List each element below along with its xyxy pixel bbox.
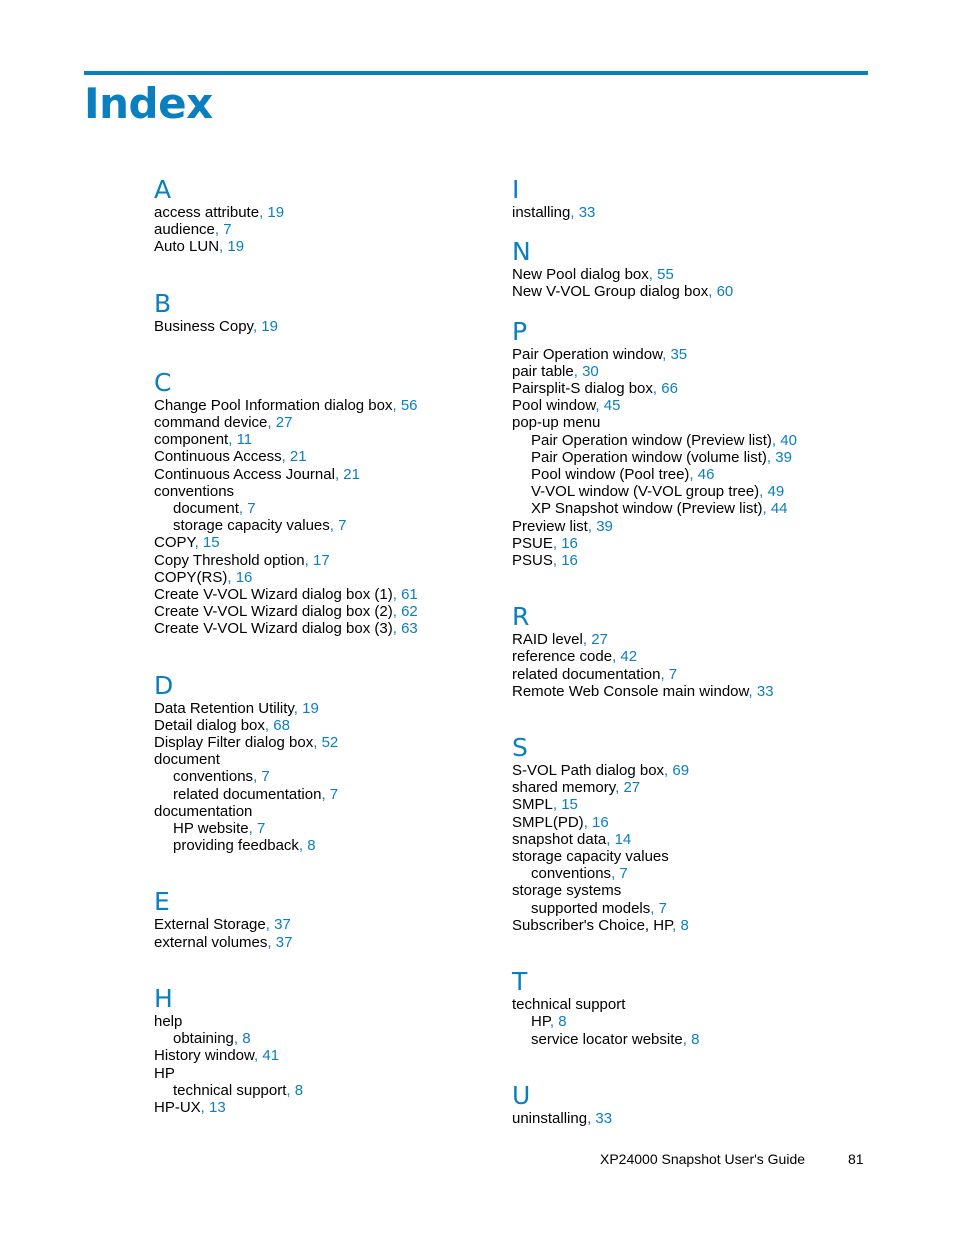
index-page-link[interactable]: 41	[262, 1047, 280, 1065]
index-entry	[512, 283, 872, 300]
index-page-link[interactable]: 33	[756, 682, 774, 700]
index-entry	[154, 397, 494, 414]
index-term: service locator website	[531, 1030, 683, 1048]
index-term: RAID level	[512, 631, 583, 649]
index-term: Subscriber's Choice, HP	[512, 916, 673, 934]
index-entry	[512, 266, 872, 283]
index-separator: ,	[583, 813, 593, 831]
index-group	[512, 968, 872, 1048]
index-entry	[154, 734, 494, 751]
index-separator: ,	[219, 238, 228, 256]
index-separator: ,	[298, 837, 308, 855]
index-entry	[154, 204, 494, 221]
index-page-link[interactable]: 49	[767, 483, 785, 501]
index-separator: ,	[587, 517, 597, 535]
index-page-link[interactable]: 46	[697, 466, 715, 484]
index-entry	[512, 363, 872, 380]
index-separator: ,	[650, 899, 659, 917]
index-page-link[interactable]: 8	[691, 1030, 700, 1048]
index-letter-heading: B	[154, 288, 172, 318]
index-page-link[interactable]: 44	[770, 500, 788, 518]
index-page-link[interactable]: 17	[313, 551, 330, 569]
index-entry	[154, 603, 494, 620]
index-separator: ,	[265, 916, 275, 934]
index-letter-heading: N	[512, 237, 531, 267]
index-page-link[interactable]: 8	[242, 1030, 251, 1048]
index-separator: ,	[759, 483, 768, 501]
index-separator: ,	[334, 465, 344, 483]
index-page-link[interactable]: 68	[273, 716, 290, 734]
index-page-link[interactable]: 13	[209, 1098, 226, 1116]
index-separator: ,	[648, 266, 658, 284]
index-separator: ,	[570, 204, 579, 221]
index-term: History window	[154, 1047, 255, 1065]
index-term: Create V-VOL Wizard dialog box (2)	[154, 603, 393, 621]
index-term: component	[154, 431, 229, 449]
index-separator: ,	[682, 1030, 692, 1048]
index-entry	[154, 1047, 494, 1064]
index-page-link[interactable]: 37	[275, 933, 293, 951]
index-page-link[interactable]: 21	[343, 465, 360, 483]
index-entry	[512, 648, 872, 665]
index-separator: ,	[766, 448, 776, 466]
index-page-link[interactable]: 66	[661, 380, 678, 398]
index-term: Pairsplit-S dialog box	[512, 380, 653, 398]
index-subentry	[512, 432, 872, 449]
index-entry	[154, 803, 494, 820]
index-subentry	[154, 837, 494, 854]
index-separator: ,	[200, 1098, 210, 1116]
index-entry	[154, 717, 494, 734]
index-term: Remote Web Console main window	[512, 682, 749, 700]
index-term: technical support	[512, 996, 626, 1014]
index-separator: ,	[264, 716, 274, 734]
index-term: PSUE	[512, 534, 553, 552]
index-page-link[interactable]: 11	[236, 431, 253, 449]
index-entry	[512, 414, 872, 431]
index-term: obtaining	[173, 1030, 234, 1048]
index-page-link[interactable]: 39	[596, 517, 613, 535]
index-entry	[154, 934, 494, 951]
index-entry	[512, 796, 872, 813]
index-separator: ,	[615, 779, 624, 797]
index-page-link[interactable]: 33	[595, 1109, 613, 1127]
index-term: related documentation	[173, 785, 322, 803]
index-page-link[interactable]: 40	[780, 431, 797, 449]
index-page-link[interactable]: 15	[561, 796, 578, 814]
index-term: SMPL(PD)	[512, 813, 584, 831]
index-separator: ,	[664, 762, 673, 780]
index-term: Preview list	[512, 517, 588, 535]
index-page-link[interactable]: 15	[202, 534, 220, 552]
index-separator: ,	[392, 603, 402, 621]
index-subentry	[512, 500, 872, 517]
index-separator: ,	[606, 830, 615, 848]
index-page-link[interactable]: 62	[401, 603, 418, 621]
index-page-link[interactable]: 7	[338, 517, 347, 535]
index-entry	[512, 882, 872, 899]
index-page-link[interactable]: 19	[261, 317, 278, 335]
index-page-link[interactable]: 27	[275, 414, 293, 432]
index-term: storage capacity values	[173, 517, 330, 535]
index-page-link[interactable]: 16	[561, 534, 578, 552]
index-term: Pair Operation window (volume list)	[531, 448, 767, 466]
index-entry	[512, 552, 872, 569]
index-page-link[interactable]: 8	[558, 1013, 567, 1031]
index-separator: ,	[549, 1013, 559, 1031]
index-letter-heading: I	[512, 175, 520, 204]
index-page-link[interactable]: 7	[256, 820, 266, 838]
index-subentry	[154, 517, 494, 534]
index-separator: ,	[573, 362, 583, 380]
index-term: New V-VOL Group dialog box	[512, 283, 709, 301]
index-separator: ,	[708, 283, 717, 301]
index-entry	[154, 1013, 494, 1030]
index-entry	[512, 631, 872, 648]
index-term: related documentation	[512, 665, 661, 683]
index-term: Continuous Access Journal	[154, 465, 335, 483]
index-separator: ,	[771, 431, 781, 449]
index-page-link[interactable]: 7	[247, 500, 256, 518]
index-entry	[154, 534, 494, 551]
index-subentry	[154, 500, 494, 517]
index-subentry	[154, 786, 494, 803]
index-page-link[interactable]: 56	[400, 396, 418, 414]
index-page-link[interactable]: 14	[614, 830, 632, 848]
index-term: command device	[154, 414, 268, 432]
index-entry	[154, 414, 494, 431]
index-entry	[154, 1065, 494, 1082]
index-page-link[interactable]: 8	[680, 916, 689, 934]
index-subentry	[154, 1030, 494, 1047]
index-group	[512, 176, 872, 221]
index-separator: ,	[392, 396, 401, 414]
index-letter-heading: E	[154, 887, 170, 917]
index-page-link[interactable]: 37	[274, 916, 291, 934]
index-term: technical support	[173, 1081, 287, 1099]
index-separator: ,	[227, 568, 236, 586]
index-entry	[512, 397, 872, 414]
index-term: document	[154, 751, 220, 769]
index-group	[154, 672, 494, 855]
index-separator: ,	[252, 317, 262, 335]
index-term: Display Filter dialog box	[154, 734, 314, 752]
index-separator: ,	[552, 534, 562, 552]
index-separator: ,	[281, 448, 290, 466]
index-page-link[interactable]: 19	[267, 204, 285, 221]
index-separator: ,	[238, 500, 248, 518]
index-separator: ,	[662, 345, 671, 363]
index-entry	[154, 221, 494, 238]
index-letter-heading: R	[512, 602, 530, 632]
index-entry	[154, 1099, 494, 1116]
index-letter-heading: A	[154, 175, 172, 204]
index-term: Auto LUN	[154, 238, 220, 256]
index-term: Pool window	[512, 397, 596, 415]
index-group	[154, 985, 494, 1116]
index-page-link[interactable]: 27	[623, 779, 641, 797]
index-subentry	[512, 1013, 872, 1030]
index-group	[512, 1082, 872, 1127]
index-term: Data Retention Utility	[154, 699, 294, 717]
index-page-link[interactable]: 16	[561, 552, 578, 570]
index-separator: ,	[689, 466, 698, 484]
index-separator: ,	[293, 699, 303, 717]
index-page-link[interactable]: 69	[672, 762, 690, 780]
index-term: access attribute	[154, 204, 260, 221]
index-term: V-VOL window (V-VOL group tree)	[531, 483, 760, 501]
index-term: Detail dialog box	[154, 716, 265, 734]
index-separator: ,	[552, 796, 562, 814]
index-subentry	[512, 1031, 872, 1048]
index-page-link[interactable]: 27	[591, 631, 608, 649]
index-separator: ,	[267, 414, 276, 432]
index-page-link[interactable]: 21	[289, 448, 307, 466]
footer-title: XP24000 Snapshot User's Guide	[600, 1151, 806, 1167]
index-entry	[154, 751, 494, 768]
index-letter-heading: S	[512, 733, 528, 763]
index-term: Copy Threshold option	[154, 551, 305, 569]
index-entry	[512, 814, 872, 831]
index-term: uninstalling	[512, 1109, 588, 1127]
index-separator: ,	[672, 916, 681, 934]
index-column-left	[154, 176, 494, 1116]
index-entry	[154, 620, 494, 637]
index-entry	[512, 666, 872, 683]
index-page-link[interactable]: 19	[302, 699, 319, 717]
index-page-link[interactable]: 7	[658, 899, 667, 917]
index-page-link[interactable]: 52	[321, 734, 339, 752]
index-entry	[512, 204, 872, 221]
index-letter-heading: T	[512, 967, 528, 997]
index-entry	[512, 996, 872, 1013]
index-term: Continuous Access	[154, 448, 282, 466]
index-entry	[512, 346, 872, 363]
index-term: storage systems	[512, 882, 622, 900]
index-separator: ,	[762, 500, 771, 518]
index-separator: ,	[652, 380, 662, 398]
index-subentry	[512, 449, 872, 466]
index-separator: ,	[259, 204, 268, 221]
index-separator: ,	[286, 1081, 295, 1099]
index-page-link[interactable]: 7	[668, 665, 678, 683]
index-letter-heading: P	[512, 316, 528, 346]
index-term: reference code	[512, 648, 613, 666]
index-subentry	[154, 820, 494, 837]
index-term: External Storage	[154, 916, 266, 934]
index-column-right	[512, 176, 872, 1127]
index-group	[512, 734, 872, 934]
index-term: New Pool dialog box	[512, 266, 649, 284]
index-term: document	[173, 500, 239, 518]
index-term: HP-UX	[154, 1098, 201, 1116]
index-letter-heading: H	[154, 983, 173, 1013]
index-entry	[512, 848, 872, 865]
header-rule	[84, 71, 868, 75]
index-page-link[interactable]: 35	[670, 345, 688, 363]
index-page-link[interactable]: 33	[578, 204, 596, 221]
index-term: audience	[154, 221, 215, 239]
index-entry	[154, 318, 494, 335]
index-term: HP website	[173, 820, 249, 838]
index-entry	[512, 683, 872, 700]
index-separator: ,	[233, 1030, 243, 1048]
index-entry	[154, 586, 494, 603]
index-group	[154, 888, 494, 950]
index-page-link[interactable]: 7	[261, 768, 270, 786]
index-separator: ,	[587, 1109, 596, 1127]
index-group	[512, 603, 872, 700]
index-letter-heading: U	[512, 1080, 531, 1110]
index-group	[154, 290, 494, 335]
index-letter-heading: C	[154, 367, 172, 397]
index-letter-heading: D	[154, 670, 174, 700]
index-term: supported models	[531, 899, 651, 917]
index-term: documentation	[154, 802, 253, 820]
index-subentry	[512, 865, 872, 882]
index-entry	[512, 380, 872, 397]
index-entry	[512, 917, 872, 934]
index-page-link[interactable]: 45	[603, 397, 621, 415]
index-term: SMPL	[512, 796, 553, 814]
index-entry	[154, 238, 494, 255]
index-term: HP	[154, 1064, 175, 1082]
index-page-link[interactable]: 7	[329, 785, 339, 803]
index-separator: ,	[214, 221, 224, 239]
index-entry	[154, 431, 494, 448]
index-subentry	[512, 900, 872, 917]
page-title: Index	[84, 79, 213, 128]
index-term: Create V-VOL Wizard dialog box (1)	[154, 586, 393, 604]
index-group	[154, 369, 494, 638]
index-term: conventions	[173, 768, 254, 786]
index-separator: ,	[595, 397, 604, 415]
index-group	[154, 176, 494, 256]
index-page-link[interactable]: 39	[775, 448, 792, 466]
index-separator: ,	[660, 665, 669, 683]
index-separator: ,	[748, 682, 757, 700]
index-separator: ,	[248, 820, 257, 838]
index-separator: ,	[313, 734, 322, 752]
index-page-link[interactable]: 55	[657, 266, 674, 284]
index-term: conventions	[531, 865, 612, 883]
index-entry	[154, 448, 494, 465]
footer-page-number: 81	[848, 1151, 864, 1167]
index-separator: ,	[321, 785, 330, 803]
index-subentry	[154, 768, 494, 785]
index-separator: ,	[582, 631, 592, 649]
index-separator: ,	[254, 1047, 263, 1065]
index-separator: ,	[392, 586, 402, 604]
index-entry	[512, 779, 872, 796]
index-separator: ,	[611, 865, 620, 883]
index-page-link[interactable]: 7	[619, 865, 628, 883]
index-group	[512, 238, 872, 300]
index-entry	[512, 831, 872, 848]
index-term: Create V-VOL Wizard dialog box (3)	[154, 620, 393, 638]
index-separator: ,	[392, 620, 402, 638]
index-page-link[interactable]: 42	[620, 648, 638, 666]
index-term: HP	[531, 1013, 550, 1031]
index-separator: ,	[304, 551, 313, 569]
index-entry	[154, 552, 494, 569]
index-term: snapshot data	[512, 830, 607, 848]
index-page-link[interactable]: 16	[592, 813, 609, 831]
index-page-link[interactable]: 7	[223, 221, 232, 239]
index-term: Change Pool Information dialog box	[154, 396, 393, 414]
index-separator: ,	[194, 534, 203, 552]
index-term: COPY	[154, 534, 195, 552]
index-subentry	[512, 483, 872, 500]
index-term: conventions	[154, 482, 235, 500]
index-term: providing feedback	[173, 837, 299, 855]
index-page-link[interactable]: 60	[716, 283, 734, 301]
index-page-link[interactable]: 30	[582, 362, 599, 380]
index-page-link[interactable]: 19	[227, 238, 245, 256]
index-term: external volumes	[154, 933, 268, 951]
index-term: installing	[512, 204, 571, 221]
index-entry	[154, 466, 494, 483]
index-term: Pair Operation window	[512, 345, 663, 363]
index-entry	[512, 518, 872, 535]
index-separator: ,	[552, 552, 562, 570]
index-entry	[512, 1110, 872, 1127]
index-term: Business Copy	[154, 317, 253, 335]
index-entry	[154, 916, 494, 933]
index-separator: ,	[267, 933, 276, 951]
index-term: PSUS	[512, 552, 553, 570]
index-separator: ,	[329, 517, 339, 535]
index-term: COPY(RS)	[154, 568, 228, 586]
index-page-link[interactable]: 16	[235, 568, 253, 586]
index-term: storage capacity values	[512, 848, 669, 866]
index-term: S-VOL Path dialog box	[512, 762, 665, 780]
index-separator: ,	[253, 768, 262, 786]
index-page-link[interactable]: 8	[294, 1081, 304, 1099]
index-page-link[interactable]: 63	[401, 620, 418, 638]
index-entry	[154, 700, 494, 717]
index-term: pop-up menu	[512, 414, 601, 432]
index-term: XP Snapshot window (Preview list)	[531, 500, 763, 518]
index-term: Pool window (Pool tree)	[531, 466, 690, 484]
index-term: shared memory	[512, 779, 616, 797]
index-entry	[154, 483, 494, 500]
index-entry	[154, 569, 494, 586]
index-term: Pair Operation window (Preview list)	[531, 431, 772, 449]
index-page-link[interactable]: 61	[401, 586, 418, 604]
index-separator: ,	[228, 431, 237, 449]
index-entry	[512, 535, 872, 552]
index-term: pair table	[512, 362, 574, 380]
index-entry	[512, 762, 872, 779]
index-group	[512, 318, 872, 570]
index-term: help	[154, 1012, 183, 1030]
index-separator: ,	[612, 648, 621, 666]
index-subentry	[512, 466, 872, 483]
index-subentry	[154, 1082, 494, 1099]
index-page-link[interactable]: 8	[307, 837, 316, 855]
